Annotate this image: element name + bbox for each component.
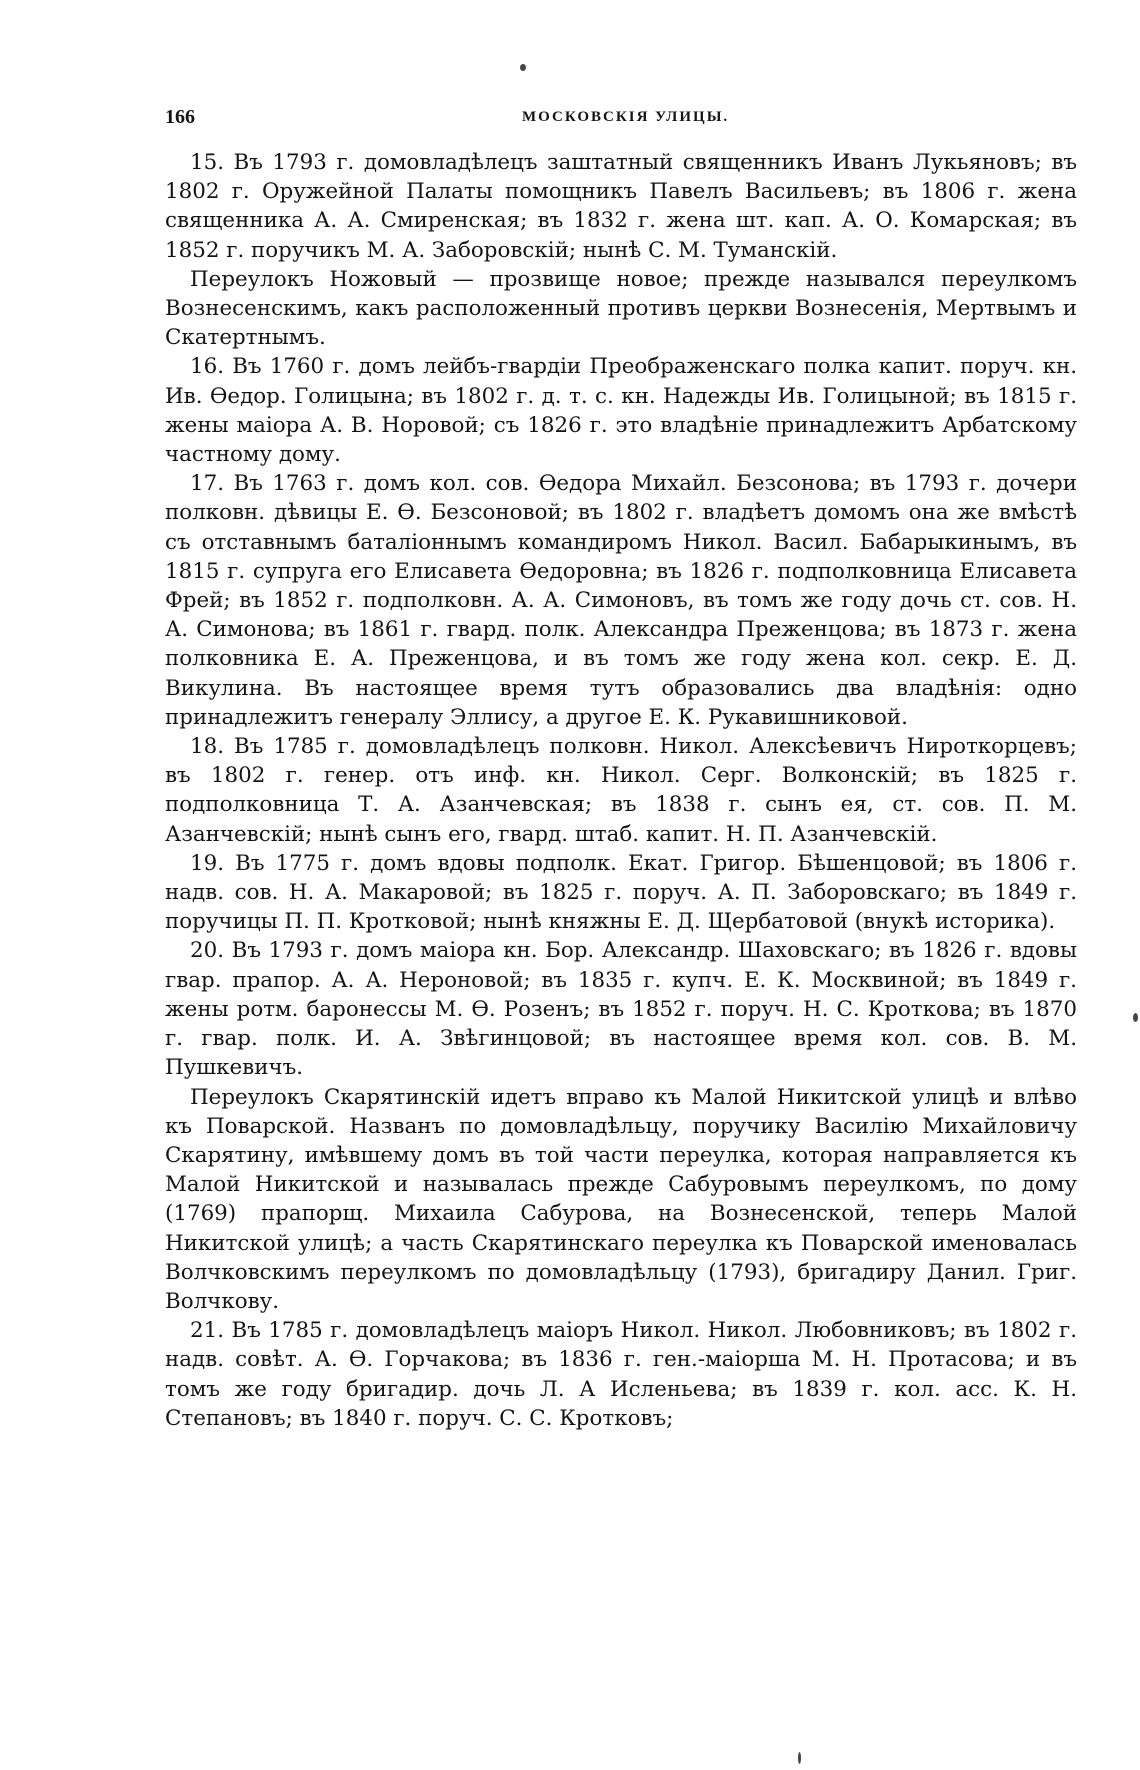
paragraph-entry-21: 21. Въ 1785 г. домовладѣлецъ маіоръ Никол. Никол. Любовниковъ; въ 1802 г. надв. совѣт. А. Ѳ. Горчакова; въ 1836 г. ген.-маіорша М. Н. Протасова; и въ томъ же году бригадир. дочь Л. А Исленьева; въ 1839 г. кол. асс. К. Н. Степановъ; въ 1840 г. поруч. С. С. Кротковъ; — [165, 1318, 1077, 1431]
scan-speck — [1133, 1013, 1138, 1022]
paragraph-skaryatinsky-lane: Переулокъ Скарятинскій идетъ вправо къ Малой Никитской улицѣ и влѣво къ Поварской. Названъ по домовладѣльцу, поручику Василію Михайловичу Скарятину, имѣвшему домъ въ той части переулка, которая направляется къ Малой Никитской и называлась прежде Сабуровымъ переулкомъ, по дому (1769) прапорщ. Михаила Сабурова, на Вознесенской, теперь Малой Никитской улицѣ; а часть Скарятинскаго переулка къ Поварской именовалась Волчковскимъ переулкомъ по домовладѣльцу (1793), бригадиру Данил. Григ. Волчкову. — [165, 1084, 1077, 1314]
body-text — [165, 148, 1077, 1433]
paragraph-entry-15: 15. Въ 1793 г. домовладѣлецъ заштатный священникъ Иванъ Лукьяновъ; въ 1802 г. Оружейной Палаты помощникъ Павелъ Васильевъ; въ 1806 г. жена священника А. А. Смиренская; въ 1832 г. жена шт. кап. А. О. Комарская; въ 1852 г. поручикъ М. А. Заборовскій; нынѣ С. М. Туманскій. — [165, 150, 1077, 263]
paragraph-entry-19: 19. Въ 1775 г. домъ вдовы подполк. Екат. Григор. Бѣшенцовой; въ 1806 г. надв. сов. Н. А. Макаровой; въ 1825 г. поруч. А. П. Заборовскаго; въ 1849 г. поручицы П. П. Кротковой; нынѣ княжны Е. Д. Щербатовой (внукѣ историка). — [165, 850, 1077, 935]
paragraph-entry-16: 16. Въ 1760 г. домъ лейбъ-гвардіи Преображенскаго полка капит. поруч. кн. Ив. Ѳедор. Голицына; въ 1802 г. д. т. с. кн. Надежды Ив. Голицыной; въ 1815 г. жены маіора А. В. Норовой; съ 1826 г. это владѣніе принадлежитъ Арбатскому частному дому. — [165, 354, 1077, 468]
scan-speck — [798, 1752, 801, 1764]
paragraph-entry-20: 20. Въ 1793 г. домъ маіора кн. Бор. Александр. Шаховскаго; въ 1826 г. вдовы гвар. прапор. А. А. Нероновой; въ 1835 г. купч. Е. К. Москвиной; въ 1849 г. жены ротм. баронессы М. Ѳ. Розенъ; въ 1852 г. поруч. Н. С. Кроткова; въ 1870 г. гвар. полк. И. А. Звѣгинцовой; въ настоящее время кол. сов. В. М. Пушкевичъ. — [165, 938, 1077, 1081]
page-header — [165, 106, 1077, 132]
running-title: МОСКОВСКІЯ УЛИЦЫ. — [522, 109, 730, 125]
paragraph-nozhovy-lane: Переулокъ Ножовый — прозвище новое; прежде назывался переулкомъ Вознесенскимъ, какъ расположенный противъ церкви Вознесенія, Мертвымъ и Скатертнымъ. — [165, 266, 1077, 351]
paragraph-entry-18: 18. Въ 1785 г. домовладѣлецъ полковн. Никол. Алексѣевичъ Нироткорцевъ; въ 1802 г. генер. отъ инф. кн. Никол. Серг. Волконскій; въ 1825 г. подполковница Т. А. Азанчевская; въ 1838 г. сынъ ея, ст. сов. П. М. Азанчевскій; нынѣ сынъ его, гвард. штаб. капит. Н. П. Азанчевскій. — [165, 734, 1077, 847]
scan-speck — [520, 64, 526, 71]
page-number: 166 — [165, 106, 195, 128]
paragraph-entry-17: 17. Въ 1763 г. домъ кол. сов. Ѳедора Михайл. Безсонова; въ 1793 г. дочери полковн. дѣвицы Е. Ѳ. Безсоновой; въ 1802 г. владѣетъ домомъ она же вмѣстѣ съ отставнымъ баталіоннымъ командиромъ Никол. Васил. Бабарыкинымъ, въ 1815 г. супруга его Елисавета Ѳедоровна; въ 1826 г. подполковница Елисавета Фрей; въ 1852 г. подполковн. А. А. Симоновъ, въ томъ же году дочь ст. сов. Н. А. Симонова; въ 1861 г. гвард. полк. Александра Преженцова; въ 1873 г. жена полковника Е. А. Преженцова, и въ томъ же году жена кол. секр. Е. Д. Викулина. Въ настоящее время тутъ образовались два владѣнія: одно принадлежитъ генералу Эллису, а другое Е. К. Рукавишниковой. — [165, 471, 1077, 730]
